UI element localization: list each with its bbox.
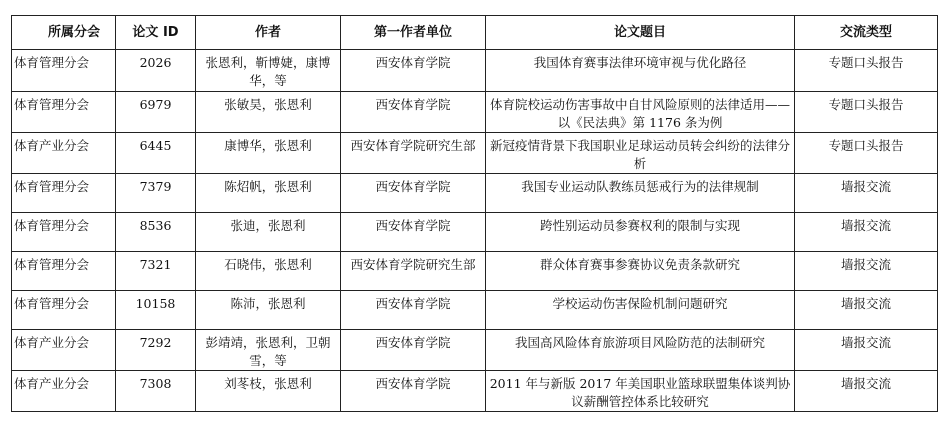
cell-title: 2011 年与新版 2017 年美国职业篮球联盟集体谈判协议薪酬管控体系比较研究 <box>486 371 795 412</box>
cell-exchange-type: 专题口头报告 <box>795 133 938 174</box>
cell-authors: 彭靖靖，张恩利，卫朝雪，等 <box>196 330 341 371</box>
table-row <box>12 174 938 213</box>
cell-exchange-type: 墙报交流 <box>795 213 938 252</box>
cell-title: 我国体育赛事法律环境审视与优化路径 <box>486 50 795 92</box>
cell-title: 群众体育赛事参赛协议免责条款研究 <box>486 252 795 291</box>
table-row <box>12 330 938 371</box>
paper-table <box>11 15 938 412</box>
table-row <box>12 371 938 412</box>
cell-unit: 西安体育学院 <box>341 50 486 92</box>
cell-paper-id: 10158 <box>116 291 196 330</box>
cell-title: 学校运动伤害保险机制问题研究 <box>486 291 795 330</box>
cell-unit: 西安体育学院 <box>341 371 486 412</box>
cell-paper-id: 8536 <box>116 213 196 252</box>
header-title: 论文题目 <box>486 16 795 50</box>
cell-unit: 西安体育学院 <box>341 330 486 371</box>
cell-authors: 张迪，张恩利 <box>196 213 341 252</box>
header-first-author-unit: 第一作者单位 <box>341 16 486 50</box>
cell-branch: 体育管理分会 <box>12 174 116 213</box>
cell-unit: 西安体育学院 <box>341 291 486 330</box>
cell-exchange-type: 墙报交流 <box>795 371 938 412</box>
table-row <box>12 92 938 133</box>
cell-branch: 体育管理分会 <box>12 252 116 291</box>
cell-unit: 西安体育学院 <box>341 174 486 213</box>
cell-branch: 体育产业分会 <box>12 330 116 371</box>
cell-branch: 体育产业分会 <box>12 133 116 174</box>
cell-title: 体育院校运动伤害事故中自甘风险原则的法律适用——以《民法典》第 1176 条为例 <box>486 92 795 133</box>
cell-exchange-type: 专题口头报告 <box>795 50 938 92</box>
cell-title: 我国高风险体育旅游项目风险防范的法制研究 <box>486 330 795 371</box>
cell-title: 我国专业运动队教练员惩戒行为的法律规制 <box>486 174 795 213</box>
cell-authors: 康博华，张恩利 <box>196 133 341 174</box>
cell-authors: 张恩利，靳博婕，康博华，等 <box>196 50 341 92</box>
cell-authors: 张敏昊，张恩利 <box>196 92 341 133</box>
cell-paper-id: 7292 <box>116 330 196 371</box>
cell-paper-id: 7321 <box>116 252 196 291</box>
cell-paper-id: 2026 <box>116 50 196 92</box>
header-row <box>12 16 938 50</box>
cell-title: 跨性别运动员参赛权利的限制与实现 <box>486 213 795 252</box>
header-authors: 作者 <box>196 16 341 50</box>
table-row <box>12 213 938 252</box>
header-exchange-type: 交流类型 <box>795 16 938 50</box>
cell-exchange-type: 墙报交流 <box>795 174 938 213</box>
cell-branch: 体育产业分会 <box>12 371 116 412</box>
cell-unit: 西安体育学院 <box>341 92 486 133</box>
table-row <box>12 252 938 291</box>
cell-authors: 陈沛，张恩利 <box>196 291 341 330</box>
cell-paper-id: 6979 <box>116 92 196 133</box>
table-row <box>12 133 938 174</box>
cell-unit: 西安体育学院研究生部 <box>341 252 486 291</box>
cell-branch: 体育管理分会 <box>12 92 116 133</box>
cell-paper-id: 7379 <box>116 174 196 213</box>
cell-paper-id: 6445 <box>116 133 196 174</box>
cell-unit: 西安体育学院研究生部 <box>341 133 486 174</box>
table-row <box>12 50 938 92</box>
cell-branch: 体育管理分会 <box>12 291 116 330</box>
cell-exchange-type: 墙报交流 <box>795 330 938 371</box>
cell-exchange-type: 专题口头报告 <box>795 92 938 133</box>
cell-authors: 陈炤帆，张恩利 <box>196 174 341 213</box>
cell-exchange-type: 墙报交流 <box>795 291 938 330</box>
cell-exchange-type: 墙报交流 <box>795 252 938 291</box>
table-row <box>12 291 938 330</box>
header-branch: 所属分会 <box>12 16 116 50</box>
cell-paper-id: 7308 <box>116 371 196 412</box>
cell-authors: 刘苳枝，张恩利 <box>196 371 341 412</box>
cell-unit: 西安体育学院 <box>341 213 486 252</box>
cell-branch: 体育管理分会 <box>12 50 116 92</box>
cell-title: 新冠疫情背景下我国职业足球运动员转会纠纷的法律分析 <box>486 133 795 174</box>
header-paper-id: 论文 ID <box>116 16 196 50</box>
cell-branch: 体育管理分会 <box>12 213 116 252</box>
cell-authors: 石晓伟，张恩利 <box>196 252 341 291</box>
